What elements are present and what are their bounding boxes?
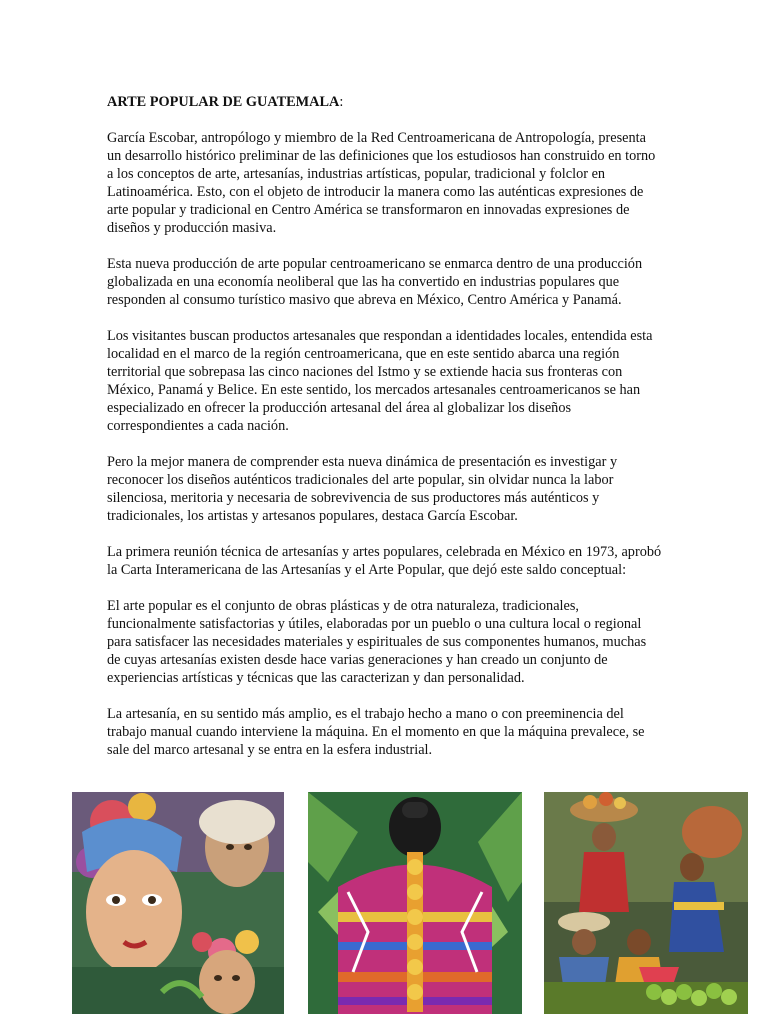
painting-women-faces-icon	[72, 792, 284, 1014]
document-title	[107, 93, 663, 111]
title-colon: :	[339, 94, 344, 110]
paragraph-2: Esta nueva producción de arte popular centroamericano se enmarca dentro de una producción globalizada en una economía neoliberal que las ha convertido en industrias populares que responden al consumo turístico masivo que abreva en México, Centro América y Panamá.	[107, 256, 643, 308]
paragraph-4: Pero la mejor manera de comprender esta nueva dinámica de presentación es investigar y reconocer los diseños auténticos tradicionales del arte popular, sin olvidar nunca la labor silenciosa, meritoria y necesaria de sobrevivencia de sus productores más auténticos y tradicionales, los artistas y artesanos populares, destaca García Escobar.	[107, 454, 618, 524]
paragraph-3: Los visitantes buscan productos artesanales que respondan a identidades locales, entendida esta localidad en el marco de la región centroamericana, que en este sentido abarca una región territorial que sobrepasa las cinco naciones del Istmo y se extiende hacia sus fronteras con México, Panamá y Belice. En este sentido, los mercados artesanales centroamericanos se han especializado en ofrecer la producción artesanal del área al globalizar los diseños correspondientes a cada nación.	[107, 328, 653, 434]
paragraph-7: La artesanía, en su sentido más amplio, es el trabajo hecho a mano o con preeminencia del trabajo manual cuando interviene la máquina. En el momento en que la máquina prevalece, se sale del marco artesanal y se entra en la esfera industrial.	[107, 706, 645, 758]
paragraph-5: La primera reunión técnica de artesanías y artes populares, celebrada en México en 1973, aprobó la Carta Interamericana de las Artesanías y el Arte Popular, que dejó este saldo conceptual:	[107, 544, 662, 578]
painting-woman-braid-icon	[308, 792, 522, 1014]
title-text: ARTE POPULAR DE GUATEMALA	[107, 94, 340, 110]
painting-market-scene-icon	[544, 792, 748, 1014]
paragraph-1: García Escobar, antropólogo y miembro de la Red Centroamericana de Antropología, presenta un desarrollo histórico preliminar de las definiciones que los estudiosos han construido en torno a los conceptos de arte, artesanías, industrias artísticas, popular, tradicional y folclor en Latinoamérica. Esto, con el objeto de introducir la manera como las auténticas expresiones de arte popular y tradicional en Centro América se transformaron en innovadas expresiones de diseños y producción masiva.	[107, 130, 656, 236]
document-body	[107, 93, 663, 777]
paragraph-6: El arte popular es el conjunto de obras plásticas y de otra naturaleza, tradicionales, funcionalmente satisfactorias y útiles, elaboradas por un pueblo o una cultura local o regional para satisfacer las necesidades materiales y espirituales de sus componentes humanos, muchas de cuyas artesanías existen desde hace varias generaciones y han creado un conjunto de experiencias artísticas y técnicas que las caracterizan y dan personalidad.	[107, 598, 647, 686]
image-strip	[72, 792, 748, 1014]
